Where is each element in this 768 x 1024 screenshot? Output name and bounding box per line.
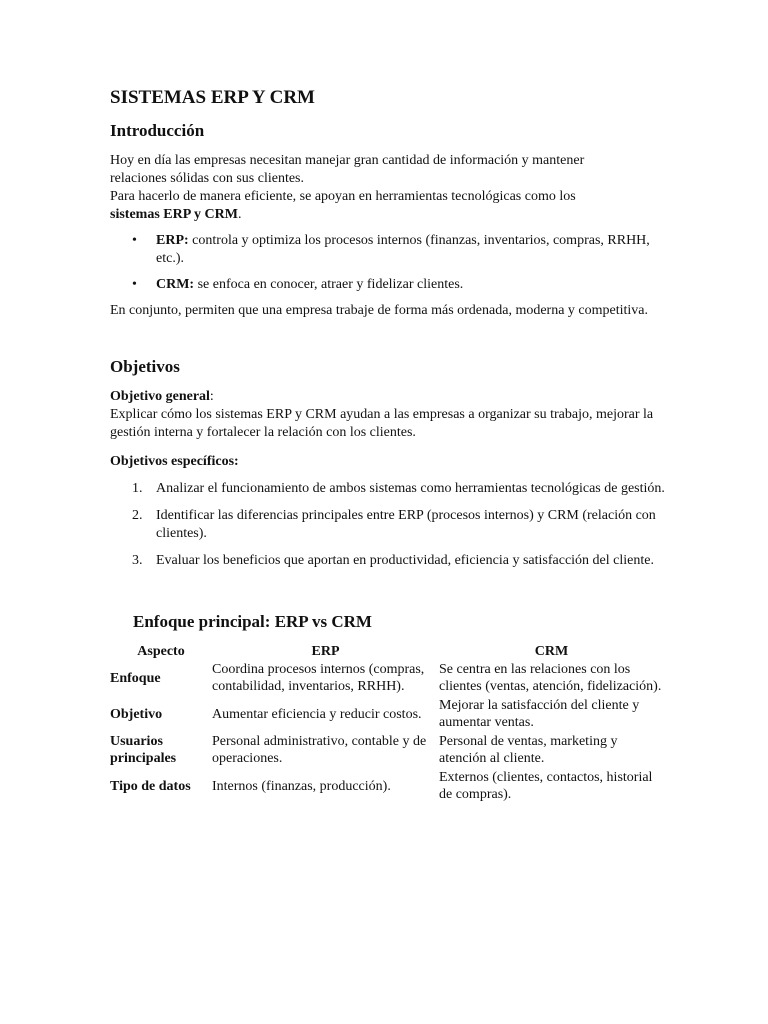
- cell-aspect: Usuarios principales: [110, 734, 177, 766]
- list-item: [110, 552, 670, 570]
- document-title: SISTEMAS ERP Y CRM: [110, 87, 315, 108]
- intro-bullet-list: [110, 232, 670, 294]
- intro-p1-line2: relaciones sólidas con sus clientes.: [110, 171, 305, 186]
- cell-crm: Personal de ventas, marketing y atención al cliente.: [439, 734, 618, 766]
- general-objective-label: Objetivo general:: [110, 389, 214, 404]
- list-item-crm: [110, 276, 670, 294]
- bullet-label-erp: ERP:: [156, 233, 189, 248]
- intro-p1-line1: Hoy en día las empresas necesitan manejar gran cantidad de información y mantener: [110, 153, 585, 168]
- table-header-row: [110, 643, 664, 661]
- list-number: 3.: [132, 553, 143, 568]
- table-row: [110, 733, 664, 769]
- table-row: [110, 697, 664, 733]
- bullet-text-erp: controla y optimiza los procesos internos (finanzas, inventarios, compras, RRHH, etc.).: [156, 233, 650, 266]
- bullet-marker: •: [132, 277, 137, 292]
- cell-aspect: Tipo de datos: [110, 778, 191, 794]
- cell-aspect: Enfoque: [110, 670, 161, 686]
- bullet-label-crm: CRM:: [156, 277, 195, 292]
- cell-crm: Externos (clientes, contactos, historial de compras).: [439, 770, 653, 802]
- cell-erp: Internos (finanzas, producción).: [212, 778, 391, 794]
- column-header-crm: CRM: [534, 644, 569, 659]
- intro-p2-line1: Para hacerlo de manera eficiente, se apoyan en herramientas tecnológicas como los: [110, 189, 576, 204]
- cell-aspect: Objetivo: [110, 706, 163, 722]
- intro-p2-end: .: [237, 207, 242, 222]
- table-row: [110, 769, 664, 805]
- cell-crm: Se centra en las relaciones con los clientes (ventas, atención, fidelización).: [439, 662, 662, 694]
- intro-paragraph-1: [110, 152, 670, 224]
- objectives-heading: Objetivos: [110, 357, 180, 376]
- bullet-marker: •: [132, 233, 137, 248]
- list-item: [110, 480, 670, 498]
- cell-erp: Coordina procesos internos (compras, contabilidad, inventarios, RRHH).: [212, 662, 425, 694]
- bullet-text-crm: se enfoca en conocer, atraer y fidelizar clientes.: [194, 277, 464, 292]
- intro-conclusion: En conjunto, permiten que una empresa trabaje de forma más ordenada, moderna y competitiva.: [110, 303, 649, 318]
- cell-crm: Mejorar la satisfacción del cliente y aumentar ventas.: [439, 698, 640, 730]
- comparison-heading: Enfoque principal: ERP vs CRM: [133, 612, 372, 631]
- column-header-erp: ERP: [311, 644, 340, 659]
- specific-objectives-list: [110, 480, 670, 570]
- column-header-aspect: Aspecto: [137, 644, 185, 659]
- list-item-text: Evaluar los beneficios que aportan en productividad, eficiencia y satisfacción del cliente.: [156, 553, 654, 568]
- specific-objectives-label: Objetivos específicos:: [110, 454, 239, 469]
- intro-p2-bold: sistemas ERP y CRM: [110, 207, 238, 222]
- cell-erp: Aumentar eficiencia y reducir costos.: [212, 706, 422, 722]
- list-item-text: Identificar las diferencias principales entre ERP (procesos internos) y CRM (relación con clientes).: [156, 508, 656, 541]
- list-number: 2.: [132, 508, 143, 523]
- comparison-table: [110, 643, 664, 805]
- document-page: [110, 86, 670, 805]
- list-number: 1.: [132, 481, 143, 496]
- list-item-erp: [110, 232, 670, 268]
- list-item-text: Analizar el funcionamiento de ambos sistemas como herramientas tecnológicas de gestión.: [156, 481, 665, 496]
- intro-heading: Introducción: [110, 121, 205, 140]
- general-objective-text: Explicar cómo los sistemas ERP y CRM ayudan a las empresas a organizar su trabajo, mejorar la gestión interna y fortalecer la relación con los clientes.: [110, 407, 654, 440]
- list-item: [110, 507, 670, 543]
- table-row: [110, 661, 664, 697]
- cell-erp: Personal administrativo, contable y de operaciones.: [212, 734, 427, 766]
